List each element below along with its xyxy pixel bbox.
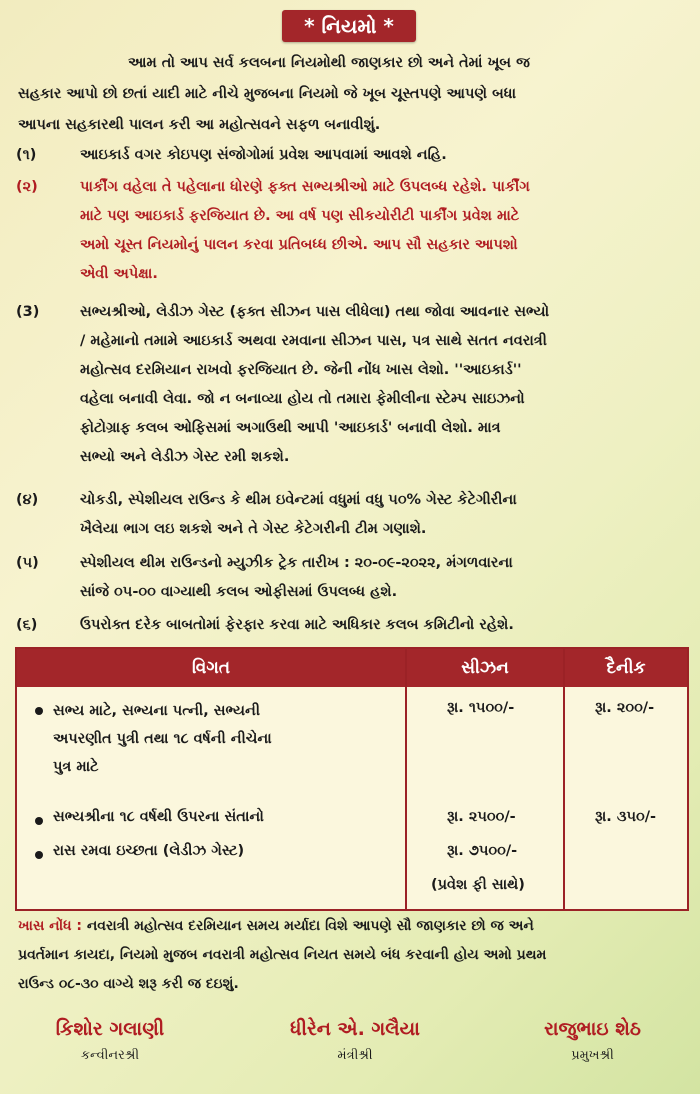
rule-text: આઇકાર્ડ વગર કોઇપણ સંજોગોમાં પ્રવેશ આપવામાં આવશે નહિ.	[80, 147, 447, 163]
column-header-details: વિગત	[191, 658, 231, 678]
fee-table	[15, 647, 689, 911]
intro-line: આમ તો આપ સર્વ કલબના નિયમોથી જાણકાર છો અને તેમાં ખૂબ જ	[128, 55, 530, 71]
daily-fee: રૂા. ૨૦૦/-	[595, 700, 655, 716]
rule-text: સ્પેશીયલ થીમ રાઉન્ડનો મ્યુઝીક ટ્રેક તારીખ : ૨૦-૦૯-૨૦૨૨, મંગળવારના	[80, 555, 513, 571]
rule-text: માટે પણ આઇકાર્ડ ફરજિયાત છે. આ વર્ષ પણ સીકયોરીટી પાર્કીંગ પ્રવેશ માટે	[80, 208, 520, 224]
season-fee: રૂા. ૭૫૦૦/-	[447, 843, 518, 859]
rule-item	[0, 298, 700, 486]
intro-line: આપના સહકારથી પાલન કરી આ મહોત્સવને સફળ બનાવીશું.	[18, 117, 381, 133]
signatory-role: પ્રમુખશ્રી	[571, 1048, 614, 1063]
daily-fee: રૂા. ૩૫૦/-	[595, 809, 657, 825]
signature-president	[500, 1018, 685, 1063]
rule-item	[0, 611, 700, 643]
signatory-name: કિશોર ગલાણી	[55, 1018, 165, 1040]
rule-item	[0, 141, 700, 173]
special-note	[18, 912, 682, 999]
season-fee-note: (પ્રવેશ ફી સાથે)	[431, 877, 525, 893]
intro-line: સહકાર આપો છો છતાં યાદી માટે નીચે મુજબના નિયમો જે ખૂબ ચૂસ્તપણે આપણે બધા	[18, 86, 516, 102]
intro-paragraph	[18, 48, 682, 141]
rule-text: ઉપરોક્ત દરેક બાબતોમાં ફેરફાર કરવા માટે અધિકાર કલબ કમિટીનો રહેશે.	[80, 617, 514, 633]
rule-item	[0, 173, 700, 298]
table-row-label: સભ્યશ્રીના ૧૮ વર્ષથી ઉપરના સંતાનો	[53, 809, 264, 825]
column-header-daily: દૈનીક	[606, 658, 646, 678]
signatory-name: રાજુભાઇ શેઠ	[544, 1018, 641, 1040]
rules-list	[0, 141, 700, 643]
rule-number: (૫)	[16, 555, 39, 571]
rule-number: (૬)	[16, 617, 38, 633]
signatory-role: કન્વીનરશ્રી	[80, 1048, 140, 1063]
rule-text: સાંજે ૦૫-૦૦ વાગ્યાથી કલબ ઓફીસમાં ઉપલબ્ધ હશે.	[80, 584, 398, 600]
bullet-icon	[35, 817, 43, 825]
rule-text: પાર્કીંગ વહેલા તે પહેલાના ધોરણે ફક્ત સભ્યશ્રીઓ માટે ઉપલબ્ધ રહેશે. પાર્કીંગ	[80, 179, 530, 195]
bullet-icon	[35, 851, 43, 859]
rule-item	[0, 486, 700, 549]
rule-text: સભ્યો અને લેડીઝ ગેસ્ટ રમી શકશે.	[80, 449, 290, 465]
signatory-role: મંત્રીશ્રી	[337, 1048, 373, 1063]
season-fee: રૂા. ૧૫૦૦/-	[447, 700, 515, 716]
rule-text: ખૈલેયા ભાગ લઇ શકશે અને તે ગેસ્ટ કેટેગરીની ટીમ ગણાશે.	[80, 521, 427, 537]
table-row-label: સભ્ય માટે, સભ્યના પત્ની, સભ્યની અપરણીત પુત્રી તથા ૧૮ વર્ષની નીચેના પુત્ર માટે	[53, 703, 272, 775]
rule-text: વહેલા બનાવી લેવા. જો ન બનાવ્યા હોય તો તમારા ફેમીલીના સ્ટેમ્પ સાઇઝનો	[80, 391, 525, 407]
rule-text: એવી અપેક્ષા.	[80, 266, 158, 282]
rule-item	[0, 549, 700, 611]
note-text: રાઉન્ડ ૦૮-૩૦ વાગ્યે શરૂ કરી જ દઇશું.	[18, 976, 239, 992]
rule-text: સભ્યશ્રીઓ, લેડીઝ ગેસ્ટ (ફક્ત સીઝન પાસ લીધેલા) તથા જોવા આવનાર સભ્યો	[80, 304, 550, 320]
season-fee: રૂા. ૨૫૦૦/-	[447, 809, 516, 825]
rule-number: (3)	[16, 304, 40, 320]
column-header-season: સીઝન	[461, 658, 509, 678]
column-divider	[563, 649, 565, 909]
page-title: * નિયમો *	[282, 10, 416, 42]
rule-text: ફોટોગ્રાફ કલબ ઓફિસમાં અગાઉથી આપી 'આઇકાર્ડ' બનાવી લેશો. માત્ર	[80, 420, 501, 436]
signature-convener	[15, 1018, 205, 1063]
note-text: પ્રવર્તમાન કાયદા, નિયમો મુજબ નવરાત્રી મહોત્સવ નિયત સમયે બંધ કરવાની હોય અમો પ્રથમ	[18, 947, 547, 963]
rule-text: / મહેમાનો તમામે આઇકાર્ડ અથવા રમવાના સીઝન પાસ, પત્ર સાથે સતત નવરાત્રી	[80, 333, 547, 349]
rule-text: ચોકડી, સ્પેશીયલ રાઉન્ડ કે થીમ ઇવેન્ટમાં વધુમાં વધુ ૫૦% ગેસ્ટ કેટેગીરીના	[80, 492, 517, 508]
signature-secretary	[250, 1018, 460, 1063]
column-divider	[405, 649, 407, 909]
note-text: નવરાત્રી મહોત્સવ દરમિયાન સમય મર્યાદા વિશે આપણે સૌ જાણકાર છો જ અને	[86, 918, 534, 934]
bullet-icon	[35, 707, 43, 715]
rule-number: (૪)	[16, 492, 39, 508]
table-row-label: રાસ રમવા ઇચ્છતા (લેડીઝ ગેસ્ટ)	[53, 843, 245, 859]
rule-text: અમો ચૂસ્ત નિયમોનું પાલન કરવા પ્રતિબધ્ધ છીએ. આપ સૌ સહકાર આપશો	[80, 237, 518, 253]
rule-number: (૨)	[16, 179, 38, 195]
note-label: ખાસ નોંધ :	[18, 918, 82, 934]
signatory-name: ધીરેન એ. ગલૈયા	[290, 1018, 420, 1040]
rule-number: (૧)	[16, 147, 37, 163]
rule-text: મહોત્સવ દરમિયાન રાખવો ફરજિયાત છે. જેની નોંધ ખાસ લેશો. ''આઇકાર્ડ''	[80, 362, 522, 378]
